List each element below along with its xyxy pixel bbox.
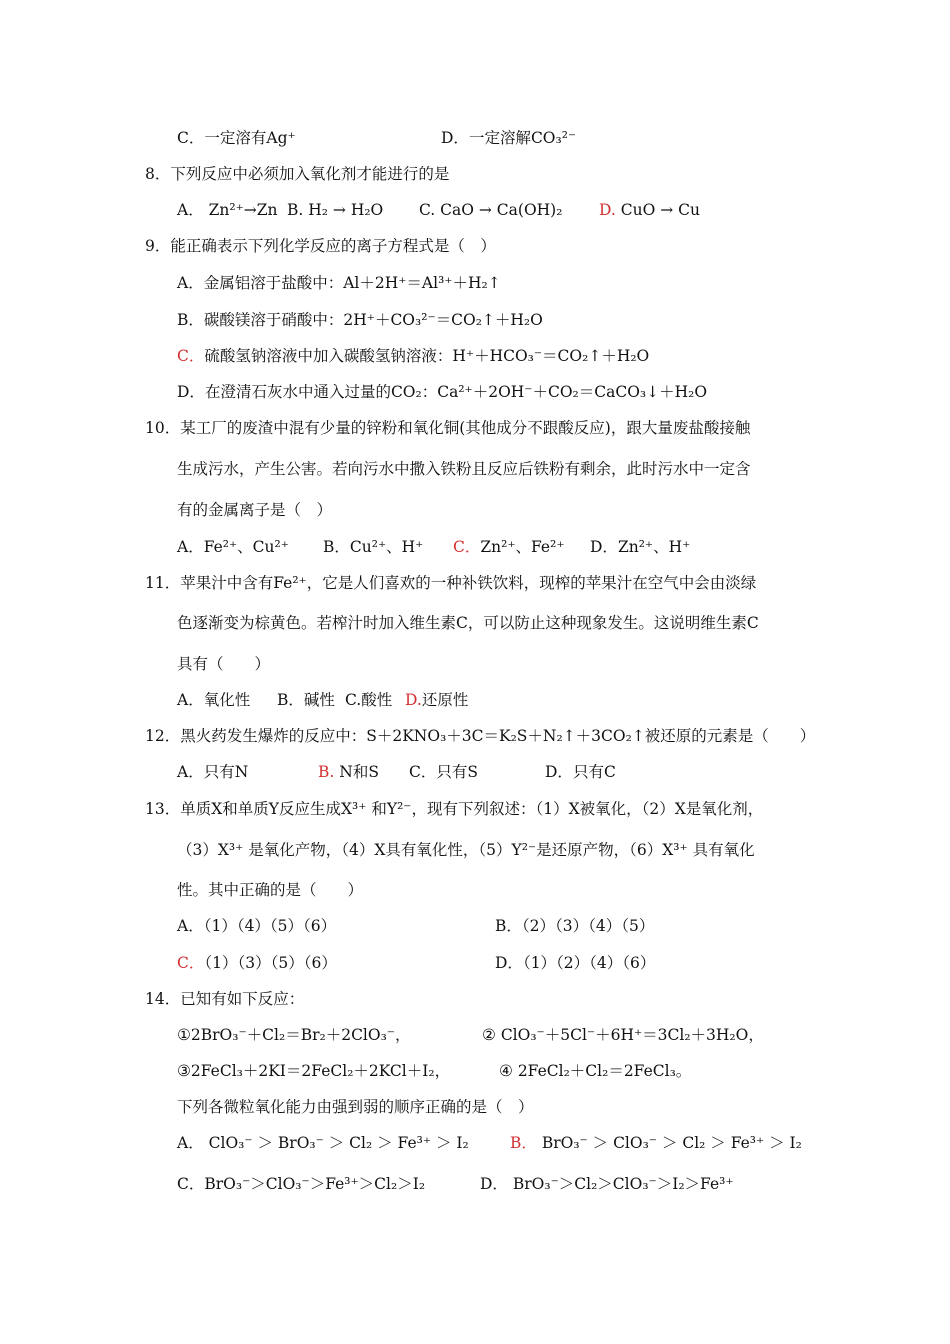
answer-letter: D.	[405, 691, 422, 709]
q9-stem: 9．能正确表示下列化学反应的离子方程式是（ ）	[145, 237, 496, 255]
q11-option-b: B．碱性	[277, 691, 335, 709]
q14-option-c: C．BrO₃⁻＞ClO₃⁻＞Fe³⁺＞Cl₂＞I₂	[177, 1175, 426, 1193]
q12-option-c: C．只有S	[409, 763, 478, 781]
q13-stem-line-3: 性。其中正确的是（ ）	[177, 881, 364, 899]
q8-stem: 8．下列反应中必须加入氧化剂才能进行的是	[145, 165, 450, 183]
q14-reaction-3: ③2FeCl₃＋2KI＝2FeCl₂＋2KCl＋I₂，	[177, 1062, 451, 1080]
q14-reaction-1: ①2BrO₃⁻＋Cl₂＝Br₂＋2ClO₃⁻，	[177, 1026, 411, 1044]
q9-option-d: D．在澄清石灰水中通入过量的CO₂：Ca²⁺＋2OH⁻＋CO₂＝CaCO₃↓＋H₂O	[177, 383, 708, 401]
q11-stem-line-1: 11．苹果汁中含有Fe²⁺，它是人们喜欢的一种补铁饮料，现榨的苹果汁在空气中会由淡绿	[145, 574, 757, 592]
q14-option-a: A． ClO₃⁻ ＞ BrO₃⁻ ＞ Cl₂ ＞ Fe³⁺ ＞ I₂	[177, 1134, 469, 1152]
q14-reaction-2: ② ClO₃⁻＋5Cl⁻＋6H⁺＝3Cl₂＋3H₂O，	[482, 1026, 764, 1044]
q8-option-d: D. CuO → Cu	[599, 201, 700, 219]
q13-stem-line-2: （3）X³⁺ 是氧化产物，（4）X具有氧化性，（5）Y²⁻是还原产物，（6）X³⁺ 具有氧化	[177, 841, 755, 859]
q7-option-d: D．一定溶解CO₃²⁻	[441, 129, 577, 147]
q9-option-b: B．碳酸镁溶于硝酸中：2H⁺＋CO₃²⁻＝CO₂↑＋H₂O	[177, 311, 543, 329]
q10-stem-line-1: 10．某工厂的废渣中混有少量的锌粉和氧化铜(其他成分不跟酸反应)，跟大量废盐酸接触	[145, 419, 751, 437]
answer-letter: B．	[510, 1134, 537, 1152]
q14-option-b: B． BrO₃⁻ ＞ ClO₃⁻ ＞ Cl₂ ＞ Fe³⁺ ＞ I₂	[510, 1134, 802, 1152]
q13-option-b: B．（2）（3）（4）（5）	[495, 917, 655, 935]
q7-option-c: C．一定溶有Ag⁺	[177, 129, 296, 147]
answer-letter: C．	[177, 347, 205, 365]
q9-option-a: A．金属铝溶于盐酸中：Al＋2H⁺＝Al³⁺＋H₂↑	[177, 274, 501, 292]
q11-option-c: C.酸性	[345, 691, 393, 709]
answer-letter: C．	[177, 954, 205, 972]
q12-stem: 12．黑火药发生爆炸的反应中：S＋2KNO₃＋3C＝K₂S＋N₂↑＋3CO₂↑被还原的元素是（ ）	[145, 727, 816, 745]
q9-option-c: C．硫酸氢钠溶液中加入碳酸氢钠溶液：H⁺＋HCO₃⁻＝CO₂↑＋H₂O	[177, 347, 650, 365]
q11-option-d: D.还原性	[405, 691, 469, 709]
q13-stem-line-1: 13．单质X和单质Y反应生成X³⁺ 和Y²⁻，现有下列叙述：（1）X被氧化，（2）X是氧化剂，	[145, 800, 764, 818]
q10-option-d: D．Zn²⁺、H⁺	[590, 538, 691, 556]
q12-option-d: D．只有C	[545, 763, 616, 781]
q13-option-d: D．（1）（2）（4）（6）	[495, 954, 656, 972]
q12-option-a: A．只有N	[177, 763, 249, 781]
q10-stem-line-3: 有的金属离子是（ ）	[177, 501, 333, 519]
q11-stem-line-2: 色逐渐变为棕黄色。若榨汁时加入维生素C，可以防止这种现象发生。这说明维生素C	[177, 614, 759, 632]
q13-option-a: A．（1）（4）（5）（6）	[177, 917, 337, 935]
q13-option-c: C．（1）（3）（5）（6）	[177, 954, 337, 972]
q8-option-b: B. H₂ → H₂O	[287, 201, 384, 219]
q14-stem: 14．已知有如下反应：	[145, 990, 305, 1008]
q10-option-a: A．Fe²⁺、Cu²⁺	[177, 538, 289, 556]
answer-letter: B.	[318, 763, 335, 781]
q11-option-a: A．氧化性	[177, 691, 251, 709]
q8-option-c: C. CaO → Ca(OH)₂	[419, 201, 563, 219]
q10-option-b: B．Cu²⁺、H⁺	[323, 538, 424, 556]
q14-reaction-4: ④ 2FeCl₂＋Cl₂＝2FeCl₃。	[499, 1062, 692, 1080]
answer-letter: D.	[599, 201, 616, 219]
q10-option-c: C．Zn²⁺、Fe²⁺	[453, 538, 565, 556]
q10-stem-line-2: 生成污水，产生公害。若向污水中撒入铁粉且反应后铁粉有剩余，此时污水中一定含	[177, 460, 751, 478]
answer-letter: C．	[453, 538, 481, 556]
q14-question: 下列各微粒氧化能力由强到弱的顺序正确的是（ ）	[177, 1098, 534, 1116]
q14-option-d: D． BrO₃⁻＞Cl₂＞ClO₃⁻＞I₂＞Fe³⁺	[480, 1175, 734, 1193]
q12-option-b: B. N和S	[318, 763, 379, 781]
q11-stem-line-3: 具有（ ）	[177, 655, 271, 673]
q8-option-a: A． Zn²⁺→Zn	[177, 201, 278, 219]
